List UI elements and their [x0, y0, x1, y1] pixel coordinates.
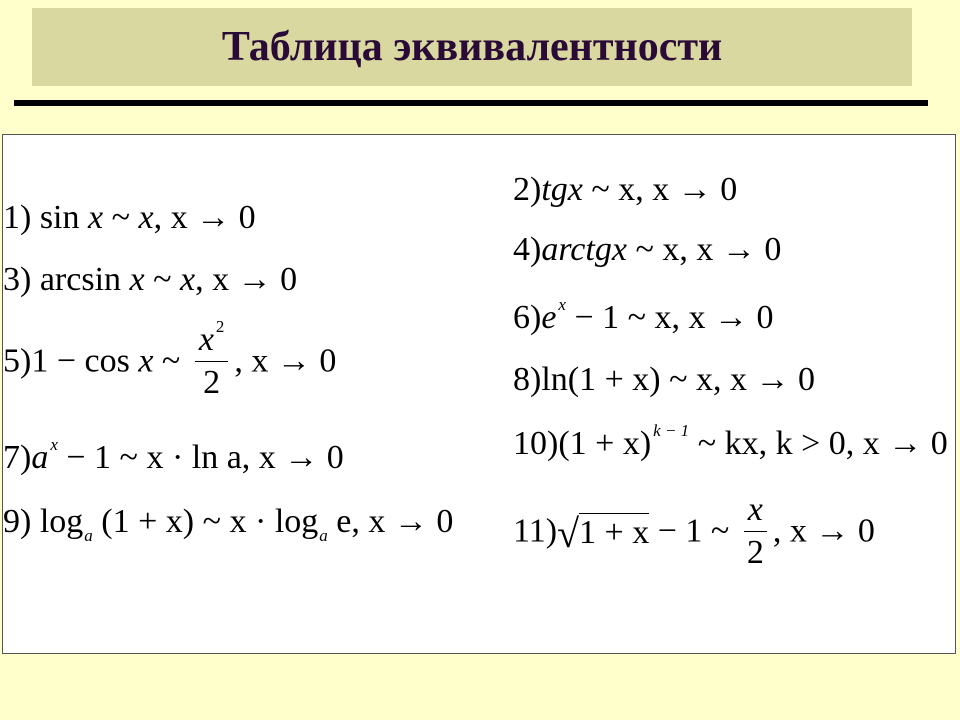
- numerator-var: x: [198, 321, 214, 358]
- formula-label: 6): [513, 299, 542, 336]
- formula-text: 1 − cos: [31, 342, 130, 380]
- sqrt-icon: √: [557, 510, 580, 556]
- formula-var: x: [138, 342, 154, 380]
- formula-label: 11): [513, 512, 558, 550]
- numerator-exponent: 2: [215, 317, 225, 336]
- formula-tail: , x → 0: [195, 261, 298, 298]
- formula-9: [3, 503, 454, 545]
- formula-5: [3, 317, 337, 401]
- formula-var: x: [138, 199, 154, 236]
- formula-label: 3): [3, 261, 32, 298]
- formula-label: 5): [3, 342, 32, 380]
- fraction: [195, 317, 229, 401]
- tilde: ~: [111, 199, 131, 236]
- formula-3: [3, 263, 297, 297]
- fraction-numerator: [195, 317, 229, 362]
- log-base: a: [319, 526, 328, 545]
- fraction-denominator: 2: [746, 534, 764, 571]
- formula-text: arctgx: [541, 231, 627, 268]
- formula-exponent: x: [50, 435, 58, 454]
- formula-text: arcsin: [39, 261, 122, 298]
- tilde: ~: [153, 261, 172, 298]
- sqrt-radicand: 1 + x: [579, 514, 650, 551]
- formula-label: 2): [513, 171, 542, 208]
- formula-10: [513, 421, 948, 462]
- formula-label: 8): [513, 361, 542, 398]
- fraction-denominator: 2: [203, 364, 221, 401]
- formula-text: sin: [39, 199, 80, 236]
- formula-11: [513, 493, 875, 570]
- formula-table: [2, 134, 956, 654]
- formula-base: a: [31, 439, 49, 476]
- formula-4: [513, 233, 781, 267]
- formula-text: (1 + x) ~ x · log: [101, 503, 319, 540]
- log-base: a: [84, 526, 93, 545]
- formula-tail: ~ kx, k > 0, x → 0: [689, 425, 948, 462]
- page-title: Таблица эквивалентности: [221, 24, 723, 70]
- formula-tail: , x → 0: [234, 342, 337, 380]
- formula-text: ln(1 + x): [541, 361, 661, 398]
- formula-label: 4): [513, 231, 542, 268]
- formula-tail: , x → 0: [153, 199, 256, 236]
- formula-tail: , x → 0: [772, 512, 875, 550]
- formula-tail: e, x → 0: [327, 503, 454, 540]
- formula-tail: ~ x, x → 0: [660, 361, 815, 398]
- formula-var: x: [88, 199, 104, 236]
- formula-6: [513, 295, 774, 336]
- formula-var: x: [180, 261, 196, 298]
- formula-tail: − 1 ~ x · ln a, x → 0: [57, 439, 344, 476]
- fraction-numerator: x: [744, 493, 767, 532]
- formula-var: x: [129, 261, 145, 298]
- title-bar: [32, 8, 912, 86]
- formula-text: tgx: [541, 171, 583, 208]
- formula-base: (1 + x): [558, 425, 652, 462]
- formula-tail: ~ x, x → 0: [582, 171, 738, 208]
- formula-label: 1): [3, 199, 32, 236]
- title-divider: [14, 100, 928, 106]
- formula-7: [3, 435, 344, 476]
- formula-base: e: [541, 299, 557, 336]
- formula-1: [3, 201, 256, 235]
- fraction: [744, 493, 767, 570]
- formula-log: log: [39, 503, 84, 540]
- formula-exponent: k − 1: [653, 421, 690, 440]
- formula-tail: ~ x, x → 0: [626, 231, 782, 268]
- formula-8: [513, 363, 815, 397]
- formula-text: − 1 ~: [649, 512, 730, 550]
- formula-tail: − 1 ~ x, x → 0: [565, 299, 774, 336]
- formula-2: [513, 173, 737, 207]
- formula-label: 10): [513, 425, 559, 462]
- formula-exponent: x: [558, 295, 566, 314]
- tilde: ~: [161, 342, 181, 380]
- formula-label: 7): [3, 439, 32, 476]
- formula-label: 9): [3, 503, 32, 540]
